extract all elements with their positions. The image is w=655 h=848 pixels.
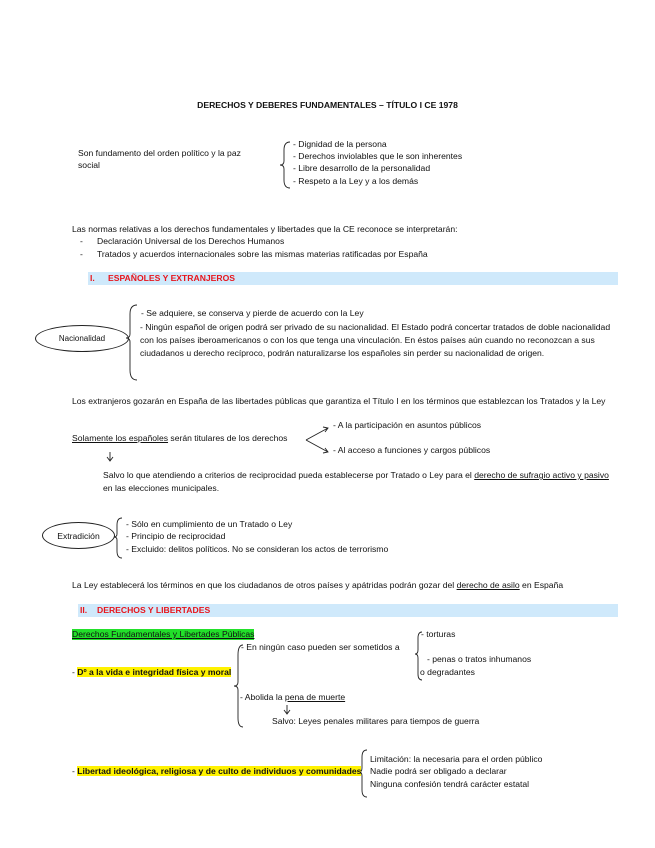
vida-heading bbox=[72, 667, 231, 678]
salvo-underlined: derecho de sufragio activo y pasivo bbox=[474, 470, 609, 480]
section-heading-2 bbox=[78, 604, 618, 617]
penas: - penas o tratos inhumanos bbox=[427, 654, 532, 664]
normas-intro: Las normas relativas a los derechos fundamentales y libertades que la CE reconoce se interpretarán: bbox=[72, 224, 458, 234]
extradicion-item: - Principio de reciprocidad bbox=[126, 531, 226, 541]
vida-dash: - bbox=[72, 667, 78, 677]
solamente-text bbox=[72, 433, 287, 444]
pena-de-muerte: pena de muerte bbox=[284, 692, 346, 702]
arrow-down-pena bbox=[284, 705, 290, 714]
fundamento-item: - Dignidad de la persona bbox=[293, 139, 387, 149]
libertad-heading bbox=[72, 766, 361, 777]
page-title: DERECHOS Y DEBERES FUNDAMENTALES – TÍTULO I CE 1978 bbox=[197, 100, 458, 110]
fundamento-label-2: social bbox=[78, 160, 100, 170]
asilo-text-2: en España bbox=[519, 580, 564, 590]
brace-vida bbox=[234, 645, 243, 727]
normas-item: Tratados y acuerdos internacionales sobre las mismas materias ratificadas por España bbox=[97, 249, 428, 259]
section-number: I. bbox=[90, 273, 95, 283]
brace-extradicion bbox=[114, 518, 122, 558]
nacionalidad-item: - Se adquiere, se conserva y pierde de acuerdo con la Ley bbox=[141, 308, 364, 318]
abolida-text: - Abolida la bbox=[240, 692, 285, 702]
torturas: - torturas bbox=[421, 629, 456, 639]
branch-acceso: - Al acceso a funciones y cargos públicos bbox=[333, 445, 491, 455]
section-number: II. bbox=[80, 605, 88, 615]
salvo-text-1: Salvo lo que atendiendo a criterios de reciprocidad pueda establecerse por Tratado o Ley para el bbox=[103, 470, 475, 480]
libertad-item: Limitación: la necesaria para el orden público bbox=[370, 754, 543, 764]
salvo-text-2: en las elecciones municipales. bbox=[103, 483, 220, 493]
branch-participacion: - A la participación en asuntos públicos bbox=[333, 420, 482, 430]
brace-nacionalidad bbox=[126, 305, 137, 380]
fundamento-item: - Libre desarrollo de la personalidad bbox=[293, 163, 431, 173]
list-dash: - bbox=[80, 236, 83, 246]
abolida bbox=[240, 692, 345, 703]
brace-fundamento bbox=[280, 142, 290, 188]
libertad-dash: - bbox=[72, 766, 78, 776]
fundamento-label: Son fundamento del orden político y la paz bbox=[78, 148, 241, 158]
nacionalidad-item: - Ningún español de origen podrá ser privado de su nacionalidad. El Estado podrá concertar tratados de doble nacionalidad con los países iberoamericanos o con los que tenga una vinculación. En éstos países aún cuando no reconozcan a sus ciudadanos u derecho recíproco, podrán naturalizarse los españoles sin perder su nacionalidad de origen. bbox=[140, 322, 611, 358]
extradicion-item: - Sólo en cumplimiento de un Tratado o Ley bbox=[126, 519, 293, 529]
section-heading-1 bbox=[88, 272, 618, 285]
asilo-underlined: derecho de asilo bbox=[456, 580, 520, 590]
libertad-label: Libertad ideológica, religiosa y de culto de individuos y comunidades bbox=[77, 766, 362, 776]
extradicion-ellipse bbox=[42, 522, 115, 549]
solamente-underlined: Solamente los españoles bbox=[72, 433, 169, 443]
extranjeros-text: Los extranjeros gozarán en España de las libertades públicas que garantiza el Título I en los términos que establezcan los Tratados y la Ley bbox=[72, 396, 606, 406]
fundamento-item: - Respeto a la Ley y a los demás bbox=[293, 176, 419, 186]
fundamento-item: - Derechos inviolables que le son inherentes bbox=[293, 151, 463, 161]
salvo-militares: Salvo: Leyes penales militares para tiempos de guerra bbox=[272, 716, 480, 726]
section-title: DERECHOS Y LIBERTADES bbox=[97, 605, 211, 615]
asilo-text-1: La Ley establecerá los términos en que los ciudadanos de otros países y apátridas podrán gozar del bbox=[72, 580, 457, 590]
nacionalidad-label: Nacionalidad bbox=[58, 334, 106, 343]
ningun-caso: - En ningún caso pueden ser sometidos a bbox=[241, 642, 400, 652]
arrow-participacion bbox=[306, 427, 328, 440]
arrow-acceso bbox=[306, 440, 328, 453]
arrow-down-salvo bbox=[107, 452, 113, 461]
dfl-heading: Derechos Fundamentales y Libertades Públicas bbox=[72, 629, 255, 639]
section-title: ESPAÑOLES Y EXTRANJEROS bbox=[108, 273, 236, 283]
libertad-item: Ninguna confesión tendrá carácter estatal bbox=[370, 779, 530, 789]
salvo-text bbox=[103, 469, 618, 495]
extradicion-label: Extradición bbox=[57, 530, 100, 541]
list-dash: - bbox=[80, 249, 83, 259]
solamente-rest: serán titulares de los derechos bbox=[168, 433, 288, 443]
libertad-item: Nadie podrá ser obligado a declarar bbox=[370, 766, 507, 776]
normas-item: Declaración Universal de los Derechos Humanos bbox=[97, 236, 285, 246]
degradantes: o degradantes bbox=[420, 667, 475, 677]
asilo-text bbox=[72, 580, 563, 591]
vida-label: Dº a la vida e integridad física y moral bbox=[77, 667, 232, 677]
nacionalidad-ellipse bbox=[35, 325, 129, 352]
extradicion-item: - Excluido: delitos políticos. No se consideran los actos de terrorismo bbox=[126, 544, 389, 554]
